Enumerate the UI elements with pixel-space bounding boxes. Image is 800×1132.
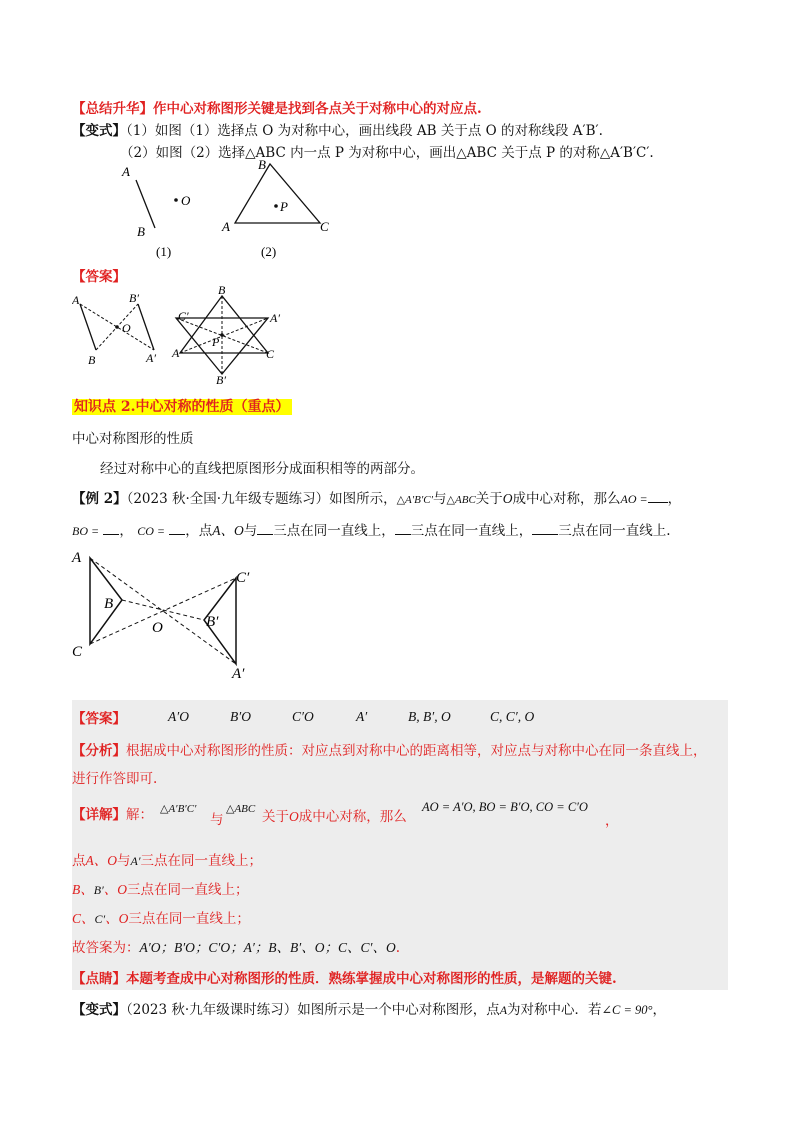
variant1-line1 [72, 121, 603, 141]
ans-label-bp2: B′ [216, 373, 226, 386]
fig2-label-ap: A′ [232, 666, 245, 682]
example2-l2a: ，点 [185, 523, 213, 539]
summary-tag: 【总结升华】 [72, 101, 153, 117]
comment-tag: 【点睛】 [72, 971, 126, 987]
detail-l3a: B、 [72, 882, 94, 897]
variant2-angle: ∠C = 90° [601, 1003, 653, 1017]
detail-l5b: A′O；B′O；C′O；A′；B、B′、O；C、C′、O [139, 940, 396, 955]
comment-line [72, 969, 617, 989]
dash-bb [122, 600, 204, 620]
figure-1-2 [112, 160, 352, 260]
example2-mid1: 与 [433, 491, 447, 507]
blank-bo [103, 522, 119, 535]
fig2-label-b: B [104, 596, 114, 612]
blank-p3 [532, 522, 558, 535]
fig2-label-bp: B′ [206, 614, 219, 630]
answer2-v5: C, C′, O [490, 709, 535, 724]
answer-figure [72, 286, 302, 386]
variant1-text1: （1）如图（1）选择点 O 为对称中心，画出线段 AB 关于点 O 的对称线段 A′B′. [126, 123, 603, 139]
answer2-v4: B, B′, O [408, 709, 451, 724]
detail-l2a: 点 [72, 853, 86, 869]
ans-point-o [115, 325, 119, 329]
detail-a: 解： [126, 807, 153, 823]
example2-end1: ， [667, 491, 682, 507]
example2-l2e: 三点在同一直线上， [410, 523, 533, 539]
point-o [174, 198, 178, 202]
detail-line1 [72, 805, 153, 825]
fig2-label-cp: C′ [236, 570, 250, 586]
ans-segment-apbp [138, 304, 154, 350]
detail-l4a: C、 [72, 911, 95, 926]
answer2-v1: B′O [230, 709, 251, 724]
example2-l2d: 三点在同一直线上， [273, 523, 395, 539]
detail-c: 关于 [262, 809, 289, 825]
ans-label-a: A [72, 293, 80, 307]
blank-p2 [395, 522, 411, 535]
caption-1: (1) [156, 244, 172, 259]
detail-l4b: C′ [94, 912, 106, 926]
variant2-line [72, 1000, 666, 1020]
ans-segment-ab [80, 304, 96, 350]
blank-co [169, 522, 185, 535]
ans-label-b2: B [218, 286, 226, 297]
label-a2: A [222, 219, 230, 234]
blank-p1 [257, 522, 273, 535]
example2-l2c: 与 [243, 523, 258, 539]
ans-label-b: B [88, 353, 96, 367]
example2-source: （2023 秋·全国·九年级专题练习）如图所示， [126, 491, 397, 507]
answer-tag: 【答案】 [72, 269, 126, 285]
figure-2 [68, 546, 268, 682]
analysis-line1 [72, 741, 707, 761]
example2-ao: AO = [620, 492, 648, 506]
point-p [274, 204, 278, 208]
fig2-label-a: A [72, 550, 82, 566]
analysis-text1: 根据成中心对称图形的性质：对应点到对称中心的距离相等，对应点与对称中心在同一条直线上， [126, 743, 707, 759]
ans-label-ap2: A′ [270, 311, 280, 325]
detail-l5a: 故答案为： [72, 940, 140, 956]
detail-tri2: △ABC [226, 803, 256, 815]
variant2-end: ， [652, 1002, 667, 1018]
ans-label-a2: A [172, 346, 180, 360]
caption-2: (2) [261, 244, 277, 259]
comment-text: 本题考查成中心对称图形的性质．熟练掌握成中心对称图形的性质，是解题的关键. [126, 971, 617, 987]
label-b2: B [258, 160, 266, 172]
detail-l3b: B′ [93, 883, 104, 897]
variant1-tag: 【变式】 [72, 123, 126, 139]
detail-b: 与 [210, 812, 224, 828]
detail-tri1: △A′B′C′ [160, 803, 197, 815]
ans-label-o: O [122, 321, 131, 335]
detail-line4 [72, 909, 250, 929]
blank-ao [648, 490, 668, 503]
detail-line5 [72, 938, 400, 958]
detail-d: 成中心对称，那么 [298, 809, 407, 825]
example2-l2f: 三点在同一直线上. [558, 523, 671, 539]
variant1-line2: （2）如图（2）选择△ABC 内一点 P 为对称中心，画出△ABC 关于点 P 的对称△A′B′C′. [120, 145, 654, 161]
variant2-text2: 为对称中心．若 [507, 1002, 602, 1018]
detail-l4c: 、O [105, 911, 129, 926]
section2-subtitle: 中心对称图形的性质 [72, 431, 194, 447]
example2-mid2: 关于 [475, 491, 503, 507]
detail-rest [262, 807, 407, 827]
ans-label-c2: C [266, 347, 275, 361]
detail-comma: ， [605, 813, 619, 829]
label-a: A [122, 164, 130, 179]
section2-title-wrap [72, 397, 292, 417]
section2-property: 经过对称中心的直线把原图形分成面积相等的两部分。 [100, 461, 424, 477]
answer2-v3: A′ [356, 709, 368, 724]
answer2-v0: A′O [168, 709, 189, 724]
example2-tri2: △ABC [446, 494, 476, 506]
analysis-line2: 进行作答即可. [72, 771, 158, 787]
summary-line [72, 99, 482, 119]
answer2-line [72, 709, 126, 729]
example2-mid3: 成中心对称，那么 [512, 491, 621, 507]
example2-tri1: △A′B′C′ [396, 494, 434, 506]
ans-label-bp: B′ [129, 291, 139, 305]
fig2-label-o: O [152, 620, 163, 636]
detail-eq: AO = A′O, BO = B′O, CO = C′O [422, 800, 588, 814]
variant2-tag: 【变式】 [72, 1002, 126, 1018]
fig2-label-c: C [72, 644, 83, 660]
variant2-text: （2023 秋·九年级课时练习）如图所示是一个中心对称图形，点 [126, 1002, 500, 1018]
example2-tag: 【例 2】 [72, 491, 127, 507]
detail-l5c: . [395, 940, 401, 956]
answer2-v2: C′O [292, 709, 314, 724]
detail-l2d: A′ [130, 854, 141, 868]
example2-o: O [502, 491, 513, 506]
ans-label-ap: A′ [146, 351, 156, 365]
detail-l4d: 三点在同一直线上； [128, 911, 250, 927]
detail-o: O [289, 809, 299, 824]
detail-l3d: 三点在同一直线上； [126, 882, 249, 898]
label-c: C [320, 219, 329, 234]
detail-l2b: A、O [85, 853, 117, 868]
segment-ab [136, 180, 155, 228]
section2-title: 知识点 2.中心对称的性质（重点） [74, 399, 290, 415]
detail-l2c: 与 [117, 853, 131, 869]
detail-line2 [72, 851, 262, 871]
label-p: P [280, 199, 288, 214]
analysis-tag: 【分析】 [72, 743, 126, 759]
label-b: B [137, 224, 145, 239]
ans-point-p [220, 333, 224, 337]
example2-co: CO = [137, 524, 165, 538]
example2-line2: BO = ， CO = ，点A、O与 三点在同一直线上， 三点在同一直线上， 三点在同一直线上. [72, 523, 671, 539]
detail-l3c: 、O [103, 882, 127, 897]
label-o: O [181, 193, 191, 208]
detail-l2e: 三点在同一直线上； [140, 853, 262, 869]
variant2-a: A [499, 1003, 508, 1017]
answer2-tag: 【答案】 [72, 711, 126, 727]
triangle-abc [235, 164, 320, 223]
example2-l2b: A、O [212, 523, 244, 538]
ans-label-cp: C′ [178, 309, 189, 323]
ans-label-p: P [212, 335, 220, 349]
detail-tag: 【详解】 [72, 807, 126, 823]
example2-bo: BO = [72, 524, 100, 538]
detail-line3 [72, 880, 248, 900]
summary-text: 作中心对称图形关键是找到各点关于对称中心的对应点. [153, 101, 482, 117]
example2-line1 [72, 489, 681, 510]
